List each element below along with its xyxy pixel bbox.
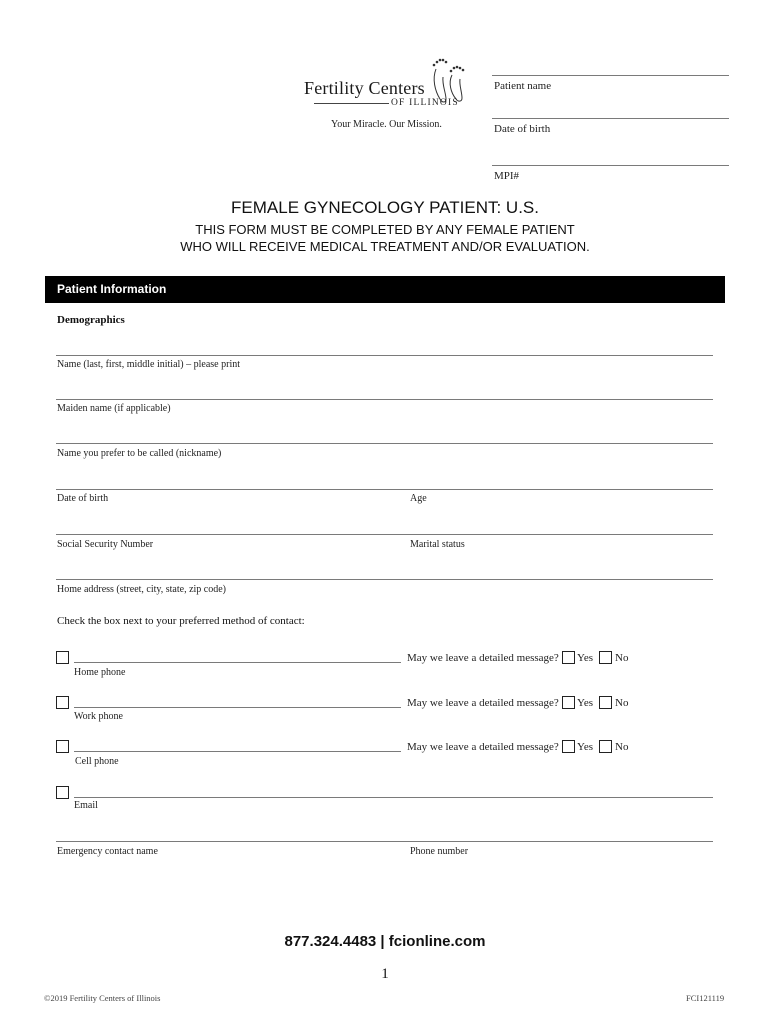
section-header-patient-information xyxy=(45,276,725,303)
work-message-question: May we leave a detailed message? xyxy=(407,697,559,709)
logo-rule xyxy=(314,103,389,104)
contact-prompt: Check the box next to your preferred method of contact: xyxy=(57,615,305,627)
work-phone-line[interactable] xyxy=(74,707,401,708)
maiden-name-field-line[interactable] xyxy=(56,399,713,400)
work-phone-checkbox[interactable] xyxy=(56,696,69,709)
dob-field-line[interactable] xyxy=(56,489,713,490)
emergency-contact-line[interactable] xyxy=(56,841,713,842)
work-no-label: No xyxy=(615,697,629,709)
mpi-label: MPI# xyxy=(494,170,520,182)
email-checkbox[interactable] xyxy=(56,786,69,799)
email-label: Email xyxy=(74,800,98,811)
home-no-label: No xyxy=(615,652,629,664)
home-message-question: May we leave a detailed message? xyxy=(407,652,559,664)
patient-name-label: Patient name xyxy=(494,80,552,92)
cell-phone-checkbox[interactable] xyxy=(56,740,69,753)
phone-number-label: Phone number xyxy=(410,846,469,857)
name-field-label: Name (last, first, middle initial) – please print xyxy=(57,359,241,370)
work-yes-checkbox[interactable] xyxy=(562,696,575,709)
form-code: FCI121119 xyxy=(686,993,725,1003)
cell-phone-label: Cell phone xyxy=(75,756,119,767)
name-field-line[interactable] xyxy=(56,355,713,356)
header-dob-label: Date of birth xyxy=(494,123,551,135)
home-address-field-line[interactable] xyxy=(56,579,713,580)
cell-message-question: May we leave a detailed message? xyxy=(407,741,559,753)
age-field-label: Age xyxy=(410,493,427,504)
emergency-contact-label: Emergency contact name xyxy=(57,846,158,857)
maiden-name-field-label: Maiden name (if applicable) xyxy=(57,403,171,414)
form-subtitle-line2: WHO WILL RECEIVE MEDICAL TREATMENT AND/OR EVALUATION. xyxy=(180,239,590,254)
patient-name-line[interactable] xyxy=(492,75,729,76)
footer-contact: 877.324.4483 | fcionline.com xyxy=(284,933,486,950)
home-no-checkbox[interactable] xyxy=(599,651,612,664)
nickname-field-label: Name you prefer to be called (nickname) xyxy=(57,448,222,459)
cell-yes-label: Yes xyxy=(577,741,594,753)
copyright: ©2019 Fertility Centers of Illinois xyxy=(44,993,161,1003)
form-subtitle-line1: THIS FORM MUST BE COMPLETED BY ANY FEMALE PATIENT xyxy=(195,222,575,237)
cell-phone-line[interactable] xyxy=(74,751,401,752)
cell-no-label: No xyxy=(615,741,629,753)
home-phone-checkbox[interactable] xyxy=(56,651,69,664)
nickname-field-line[interactable] xyxy=(56,443,713,444)
form-title: FEMALE GYNECOLOGY PATIENT: U.S. xyxy=(231,198,539,217)
home-yes-checkbox[interactable] xyxy=(562,651,575,664)
page-number: 1 xyxy=(381,966,389,982)
tagline: Your Miracle. Our Mission. xyxy=(331,119,442,130)
cell-yes-checkbox[interactable] xyxy=(562,740,575,753)
cell-no-checkbox[interactable] xyxy=(599,740,612,753)
dob-field-label: Date of birth xyxy=(57,493,109,504)
email-line[interactable] xyxy=(74,797,713,798)
header-dob-line[interactable] xyxy=(492,118,729,119)
home-yes-label: Yes xyxy=(577,652,594,664)
marital-status-field-label: Marital status xyxy=(410,539,465,550)
work-phone-label: Work phone xyxy=(74,711,123,722)
work-no-checkbox[interactable] xyxy=(599,696,612,709)
home-address-field-label: Home address (street, city, state, zip code) xyxy=(57,584,227,595)
logo-subtitle: OF ILLINOIS xyxy=(391,98,459,108)
logo-name: Fertility Centers xyxy=(304,78,425,98)
subsection-demographics: Demographics xyxy=(57,314,125,326)
section-title: Patient Information xyxy=(57,282,167,296)
home-phone-line[interactable] xyxy=(74,662,401,663)
mpi-line[interactable] xyxy=(492,165,729,166)
home-phone-label: Home phone xyxy=(74,667,126,678)
ssn-field-label: Social Security Number xyxy=(57,539,154,550)
work-yes-label: Yes xyxy=(577,697,594,709)
ssn-field-line[interactable] xyxy=(56,534,713,535)
